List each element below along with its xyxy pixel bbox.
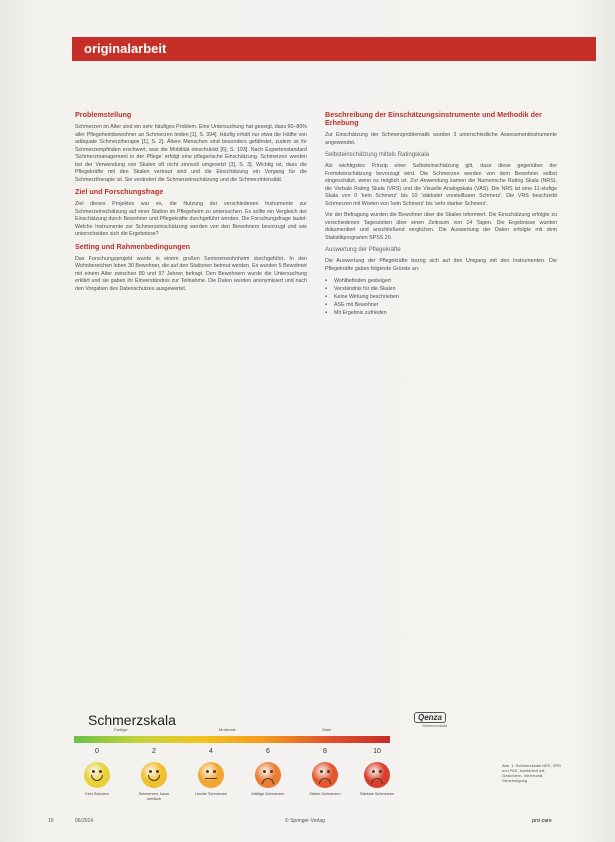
face-eye <box>263 770 266 773</box>
brand-name: Qenza <box>414 712 446 723</box>
figure-caption: Abb. 1: Schmerzskala NRS, VRS und FAS, kombiniert mit Gesichtern, mit freundl. Genehmigung <box>502 763 561 783</box>
heading-instruments: Beschreibung der Einschätzungsinstrumente und Methodik der Erhebung <box>325 110 542 127</box>
face-mouth <box>91 775 103 781</box>
face-mouth <box>148 775 160 781</box>
face-mouth <box>319 778 331 784</box>
brand-logo <box>414 712 462 730</box>
face-eye <box>379 770 382 773</box>
left-column <box>75 111 307 297</box>
journal-name: pro care <box>532 818 552 824</box>
face-mouth <box>205 778 217 779</box>
face-label: Starke Schmerzen <box>309 792 341 796</box>
section-label: originalarbeit <box>84 41 167 56</box>
face-mouth <box>371 778 383 784</box>
right-column <box>325 111 557 317</box>
face-icon <box>141 762 167 788</box>
paragraph: Die Auswertung der Pflegekräfte bezog sich auf den Umgang mit den Instrumenten. Die Pflegekräfte gaben folgende Gründe an: <box>325 258 557 272</box>
scale-number: 6 <box>266 748 270 755</box>
heading-problem: Problemstellung <box>75 110 132 119</box>
heading-setting: Setting und Rahmenbedingungen <box>75 241 190 251</box>
face-eye <box>99 770 102 773</box>
face-label: Kein Schmerz <box>85 792 109 796</box>
list-item: ▪ ASE mit Bewohner <box>325 301 557 309</box>
list-item: ▪ Verständnis für die Skalen <box>325 285 557 293</box>
face-eye <box>206 770 209 773</box>
face-eye <box>372 770 375 773</box>
issue: 06/2014 <box>75 818 94 824</box>
section-banner <box>72 37 596 61</box>
subheading-rating: Selbsteinschätzung mittels Ratingskala <box>325 152 430 158</box>
list-item: ▪ Keine Wirkung beschrieben <box>325 293 557 301</box>
band-label: Farbige <box>114 727 128 732</box>
paragraph: Zur Einschätzung der Schmerzproblematik wurden 3 unterschiedliche Assessmentinstrumente angewendet. <box>325 132 557 146</box>
face-eye <box>327 770 330 773</box>
face-icon <box>255 762 281 788</box>
band-label: Moderate <box>219 727 236 732</box>
brand-sub: Schmerzskala <box>422 723 448 728</box>
color-gradient-bar <box>74 736 390 743</box>
list-item: ▪ Wohlbefinden gesteigert <box>325 277 557 285</box>
scale-number: 8 <box>323 748 327 755</box>
face-eye <box>213 770 216 773</box>
list-item: ▪ Mit Ergebnis zufrieden <box>325 309 557 317</box>
face-eye <box>92 770 95 773</box>
face-icon <box>312 762 338 788</box>
paragraph: Als wichtigstes Prinzip einer Selbsteinschätzung gilt, dass diese gegenüber der Fremdeinschätzung bevorzugt wird. Die Schmerzen werden von dem Bewohner selbst eingeschätzt, wenn es möglich ist. Zur Anwendung kamen die Numerische Rating Skala (NRS), die Verbale Rating Skala (VRS) und die Visuelle Analogskala (VAS). Die NRS ist eine 11-stufige Skala von 0 'kein Schmerz' bis 10 'stärkster vorstellbarer Schmerz'. Die VRS beschreibt Schmerzen mit Worten von 'kein Schmerz' bis 'sehr starker Schmerz'. <box>325 163 557 207</box>
page-number: 10 <box>48 818 54 824</box>
paragraph: Ziel dieses Projektes war es, die Nutzung der verschiedenen Instrumente zur Schmerzeinschätzung auf einer Station im Pflegeheim zu untersuchen. Es sollte ein Vergleich der Einschätzung durch Bewohner und Pflegekräfte durchgeführt werden. Die Forschungsfrage lautet: Welche Instrumente zur Schmerzeinschätzung werden von den Bewohnern bevorzugt und wie unterscheiden sich die Ergebnisse? <box>75 201 307 237</box>
paragraph: Schmerzen im Alter sind ein sehr häufiges Problem. Eine Untersuchung hat gezeigt, dass 60–80% aller Pflegeheimbewohner an Schmerzen leiden [1], S. 394]. Häufig erhält nur etwa die Hälfte von adäquate Schmerztherapie [1], S. 2]. Ältere Menschen sind besonders gefährdet, zudem ist ihr Schmerzempfinden erschwert, was die Mobilität einschränkt [6], S. 193]. Nach Expertenstandard 'Schmerzmanagement in der Pflege' erfolgt eine pflegerische Einschätzung. Schmerzen werden bei der Verwendung von Skalen oft nicht sinnvoll umgesetzt [3], S. 3]. Wichtig ist, dass die Pflegekräfte mit den Skalen vertraut sind und die Einschätzung ein Vorgang für die Schmerztherapie ist. Sie verändert die Schmerzeinschätzung und die Schmerzintensität. <box>75 124 307 183</box>
face-label: Leichte Schmerzen <box>194 792 228 796</box>
scale-number: 10 <box>373 748 381 755</box>
bullet-list <box>325 277 557 317</box>
face-icon <box>364 762 390 788</box>
face-eye <box>320 770 323 773</box>
scale-number: 2 <box>152 748 156 755</box>
face-icon <box>198 762 224 788</box>
face-mouth <box>262 778 274 784</box>
face-eye <box>156 770 159 773</box>
publisher: © Springer-Verlag <box>285 818 325 824</box>
heading-ziel: Ziel und Forschungsfrage <box>75 187 164 196</box>
figure-title: Schmerzskala <box>88 712 176 728</box>
face-eye <box>270 770 273 773</box>
paragraph: Vor der Befragung wurden die Bewohner über die Skalen informiert. Die Einschätzung erfolgte zu verschiedenen Tageszeiten über einen Zeitraum von 14 Tagen. Die Ergebnisse wurden dokumentiert und anschließend verglichen. Die Auswertung der Daten erfolgte mit dem Statistikprogramm SPSS 20. <box>325 212 557 241</box>
band-label: Stark <box>322 727 332 732</box>
scale-number: 0 <box>95 748 99 755</box>
scale-number: 4 <box>209 748 213 755</box>
paragraph: Das Forschungsprojekt wurde in einem großen Seniorenwohnheim durchgeführt. In den Wohnbereichen leben 30 Bewohner, die auf den Stationen betreut werden. Es wurden 5 Bewohner mit einem Alter zwischen 80 und 97 Jahren befragt. Den Bewohnern wurde die Untersuchung erklärt und sie gaben ihr Einverständnis zur Teilnahme. Die Daten wurden anonymisiert und nach den Vorgaben des Datenschutzes ausgewertet. <box>75 255 307 292</box>
face-label: Mäßige Schmerzen <box>251 792 285 796</box>
subheading-pflege: Auswertung der Pflegekräfte <box>325 247 401 253</box>
pain-scale-figure <box>74 712 554 812</box>
face-label: Schmerzen, kaum merklich <box>138 792 170 801</box>
face-label: Stärkste Schmerzen <box>359 792 395 796</box>
face-eye <box>149 770 152 773</box>
face-icon <box>84 762 110 788</box>
